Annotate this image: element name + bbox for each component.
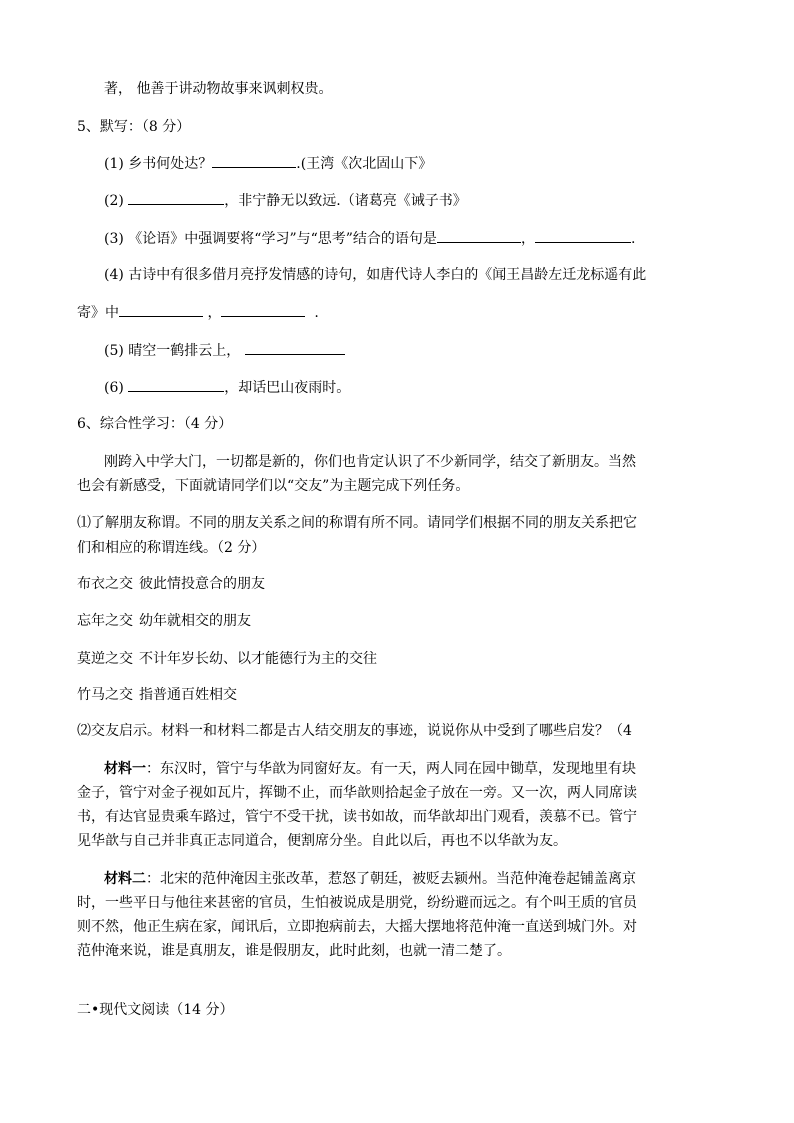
material-1-label: 材料一 <box>104 761 146 777</box>
q5-item-3: (3) 《论语》中强调要将“学习”与“思考”结合的语句是 ， . <box>104 228 635 249</box>
material-1-line: 书，有达官显贵乘车路过，管宁不受干扰，读书如故，而华歆却出门观看，羡慕不已。管宁 <box>77 809 637 825</box>
q6-part2: ⑵交友启示。材料一和材料二都是古人结交朋友的事迹，说说你从中受到了哪些启发？（4 <box>77 723 632 739</box>
q5-item-4: (4) 古诗中有很多借月亮抒发情感的诗句，如唐代诗人李白的《闻王昌龄左迁龙标遥有此 <box>104 267 647 283</box>
pair-row <box>77 649 377 669</box>
fill-blank[interactable] <box>128 190 224 205</box>
text-line: 著， 他善于讲动物故事来讽刺权贵。 <box>104 81 333 97</box>
q5-item-4-cont: 寄》中 ， . <box>77 302 319 323</box>
fill-blank[interactable] <box>437 228 521 243</box>
material-2-line: 范仲淹来说，谁是真朋友，谁是假朋友，此时此刻，也就一清二楚了。 <box>77 943 511 959</box>
material-2-line: 时，一些平日与他往来甚密的官员，生怕被说成是朋党，纷纷避而远之。有个叫王质的官员 <box>77 895 637 911</box>
fill-blank[interactable] <box>535 228 631 243</box>
pair-left[interactable]: 竹马之交 <box>77 687 133 703</box>
pair-right[interactable]: 指普通百姓相交 <box>139 687 237 703</box>
material-1-line: 见华歆与自己并非真正志同道合，便割席分坐。自此以后，再也不以华歆为友。 <box>77 833 567 849</box>
fill-blank[interactable] <box>221 302 305 317</box>
fill-blank[interactable] <box>245 340 345 355</box>
pair-left[interactable]: 忘年之交 <box>77 613 133 629</box>
material-1-line: 材料一：东汉时，管宁与华歆为同窗好友。有一天，两人同在园中锄草，发现地里有块 <box>104 761 636 777</box>
material-2-label: 材料二 <box>104 871 146 887</box>
fill-blank[interactable] <box>212 153 296 168</box>
fill-blank[interactable] <box>128 377 224 392</box>
material-1-line: 金子，管宁对金子视如瓦片，挥锄不止，而华歆则拾起金子放在一旁。又一次，两人同席读 <box>77 785 637 801</box>
material-2-line: 材料二：北宋的范仲淹因主张改革，惹怒了朝廷，被贬去颍州。当范仲淹卷起铺盖离京 <box>104 871 636 887</box>
question-6-title: 6、综合性学习：（4 分） <box>77 416 233 432</box>
q5-item-5: (5) 晴空一鹤排云上， <box>104 340 345 361</box>
q6-intro: 刚跨入中学大门，一切都是新的，你们也肯定认识了不少新同学，结交了新朋友。当然 <box>104 454 636 470</box>
pair-right[interactable]: 不计年岁长幼、以才能德行为主的交往 <box>139 651 377 667</box>
q6-part1: ⑴了解朋友称谓。不同的朋友关系之间的称谓有所不同。请同学们根据不同的朋友关系把它 <box>77 515 637 531</box>
material-2-line: 则不然，他正生病在家，闻讯后，立即抱病前去，大摇大摆地将范仲淹一直送到城门外。对 <box>77 919 637 935</box>
pair-left[interactable]: 莫逆之交 <box>77 651 133 667</box>
q6-intro: 也会有新感受，下面就请同学们以“交友”为主题完成下列任务。 <box>77 478 470 494</box>
pair-row <box>77 611 251 631</box>
section-2-title: 二•现代文阅读（14 分） <box>77 1002 234 1018</box>
question-5-title: 5、默写：（8 分） <box>77 119 191 135</box>
pair-row <box>77 574 265 594</box>
q5-item-2: (2) ，非宁静无以致远.（诸葛亮《诫子书》 <box>104 190 467 211</box>
pair-left[interactable]: 布衣之交 <box>77 576 133 592</box>
q5-item-1: (1) 乡书何处达？ .(王湾《次北固山下》 <box>104 153 432 174</box>
pair-row <box>77 685 237 705</box>
pair-right[interactable]: 彼此情投意合的朋友 <box>139 576 265 592</box>
pair-right[interactable]: 幼年就相交的朋友 <box>139 613 251 629</box>
fill-blank[interactable] <box>119 302 203 317</box>
q5-item-6: (6) ，却话巴山夜雨时。 <box>104 377 350 398</box>
q6-part1: 们和相应的称谓连线。（2 分） <box>77 540 266 556</box>
